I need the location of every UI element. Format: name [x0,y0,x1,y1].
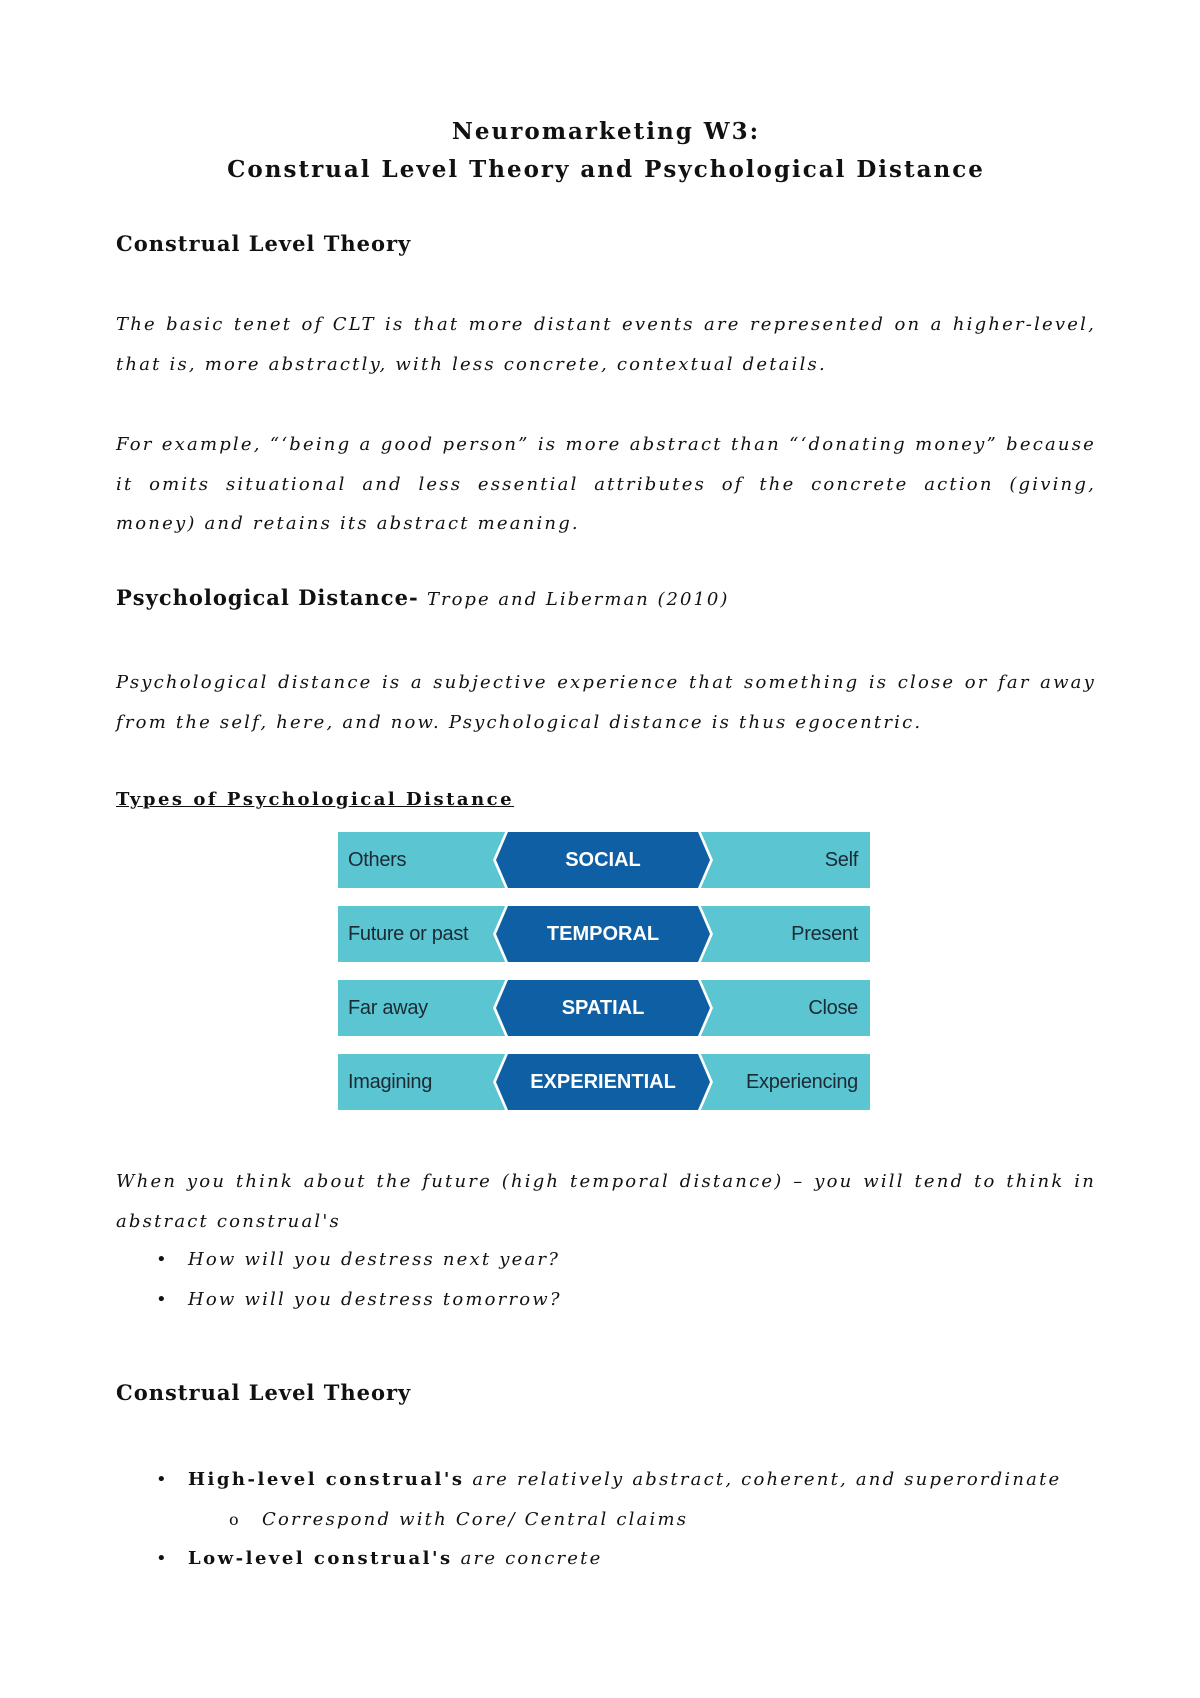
bullet-rest: are relatively abstract, coherent, and superordinate [464,1469,1062,1490]
paragraph-future-thinking: When you think about the future (high temporal distance) – you will tend to think in abstract construal's [116,1171,1096,1232]
left-label: Far away [348,997,428,1019]
list-item [116,1280,1096,1320]
bullet-rest: are concrete [452,1548,603,1569]
bullet-text: How will you destress next year? [188,1249,561,1270]
sub-bullet-text: Correspond with Core/ Central claims [262,1508,689,1530]
document-title-line1: Neuromarketing W3: [451,118,761,145]
heading-text: Psychological Distance [116,585,409,610]
section-heading-clt: Construal Level Theory [116,231,412,256]
psych-distance-diagram [338,832,870,1112]
section-heading-clt-2: Construal Level Theory [116,1380,412,1405]
chevron-label: SOCIAL [565,849,641,871]
section-heading-psych-distance [116,585,729,610]
chevron-label: TEMPORAL [546,923,660,945]
bullet-glyph: • [156,1548,169,1569]
bullet-bold: Low-level construal's [188,1548,453,1569]
paragraph-psych-distance: Psychological distance is a subjective experience that something is close or far away from the self, here, and now. Psychological distance is thus egocentric. [116,672,1096,733]
bullet-list-construal-levels [116,1460,1096,1579]
bullet-bold: High-level construal's [188,1469,465,1490]
list-item [116,1500,1096,1540]
heading-dash: - [408,585,427,610]
subheading-types: Types of Psychological Distance [116,789,515,810]
bullet-glyph: • [156,1288,169,1310]
diagram-row-spatial [338,980,870,1036]
left-label: Imagining [348,1071,433,1093]
right-label: Experiencing [745,1071,858,1093]
diagram-row-temporal [338,906,870,962]
list-item [116,1539,1096,1579]
left-label: Future or past [348,923,469,945]
list-item [116,1460,1096,1500]
diagram-row-social [338,832,870,888]
chevron-label: SPATIAL [561,997,645,1019]
left-label: Others [348,849,407,871]
bullet-text: How will you destress tomorrow? [188,1288,562,1310]
paragraph-clt-example: For example, “‘being a good person” is more abstract than “‘donating money” because it omits situational and less essential attributes of the concrete action (giving, money) and retains its abstract meaning. [116,434,1096,534]
document-title-line2: Construal Level Theory and Psychological Distance [227,156,985,183]
right-label: Present [791,923,858,945]
bullet-text [188,1539,602,1579]
bullet-list-destress [116,1240,1096,1319]
chevron-label: EXPERIENTIAL [530,1071,676,1093]
bullet-glyph: • [156,1249,169,1270]
sub-bullet-glyph: o [229,1509,241,1529]
paragraph-clt-tenet: The basic tenet of CLT is that more distant events are represented on a higher-level, that is, more abstractly, with less concrete, contextual details. [116,314,1096,375]
citation: Trope and Liberman (2010) [426,589,730,610]
right-label: Self [824,849,858,871]
bullet-text [188,1460,1061,1500]
bullet-glyph: • [156,1469,169,1490]
diagram-row-experiential [338,1054,870,1110]
list-item [116,1240,1096,1280]
right-label: Close [808,997,858,1019]
